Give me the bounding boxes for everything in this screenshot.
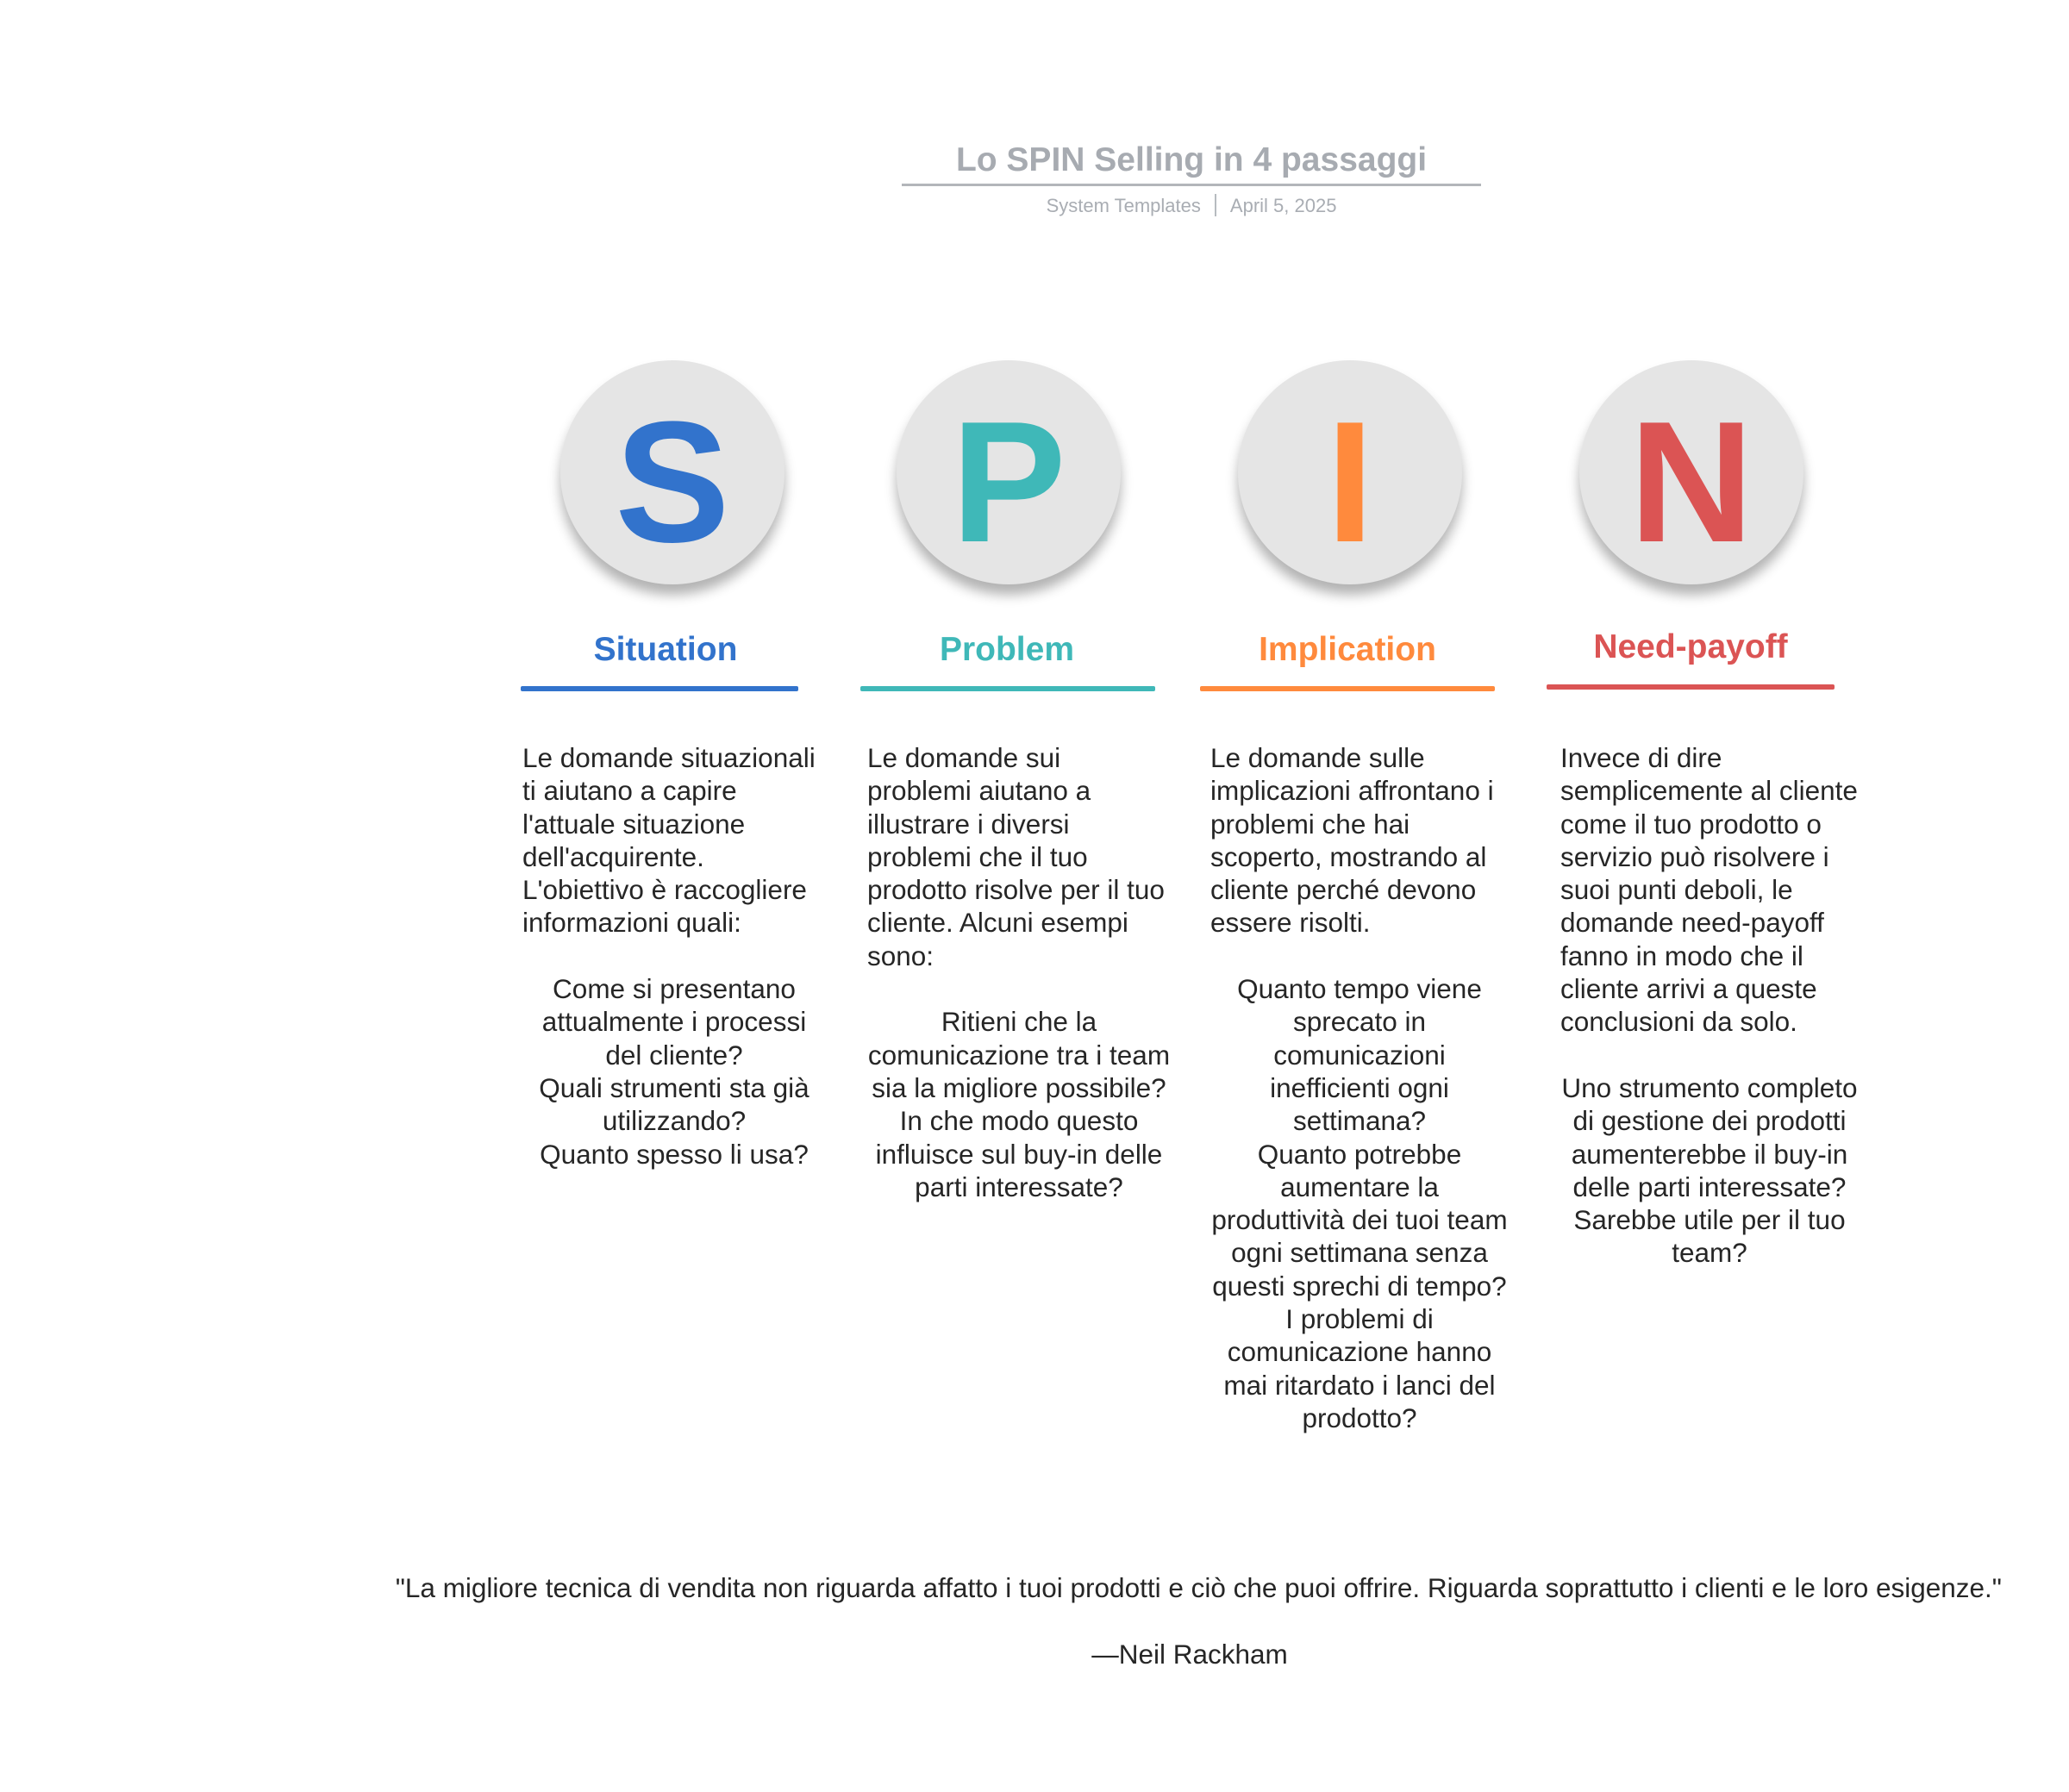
step-text-situation [522,741,826,1171]
step-underline-implication [1200,686,1495,691]
step-text-need-payoff [1560,741,1859,1270]
step-underline-need-payoff [1547,684,1835,690]
step-title-implication: Implication [1259,631,1436,668]
step-underline-problem [860,686,1155,691]
step-letter-n: N [1628,386,1754,578]
step-title-problem: Problem [939,631,1075,668]
date-label: April 5, 2025 [1229,195,1337,216]
page-title: Lo SPIN Selling in 4 passaggi [955,141,1428,178]
title-underline [902,184,1481,186]
question-item: Come si presentano attualmente i processi del cliente? [541,973,807,1071]
step-description: Invece di dire semplicemente al cliente come il tuo prodotto o servizio può risolvere i suoi punti deboli, le domande need-payoff fanno in modo che il cliente arrivi a queste conclusioni da solo. [1560,742,1858,1038]
step-circle-i [1238,360,1462,584]
question-item: Quanto potrebbe aumentare la produttività dei tuoi team ogni settimana senza questi sprechi di tempo? [1211,1138,1508,1302]
question-item: Ritieni che la comunicazione tra i team sia la migliore possibile? [867,1006,1171,1103]
meta-separator [1215,194,1216,216]
step-text-implication [1210,741,1509,1434]
step-circle-s [560,360,784,584]
quote-text: "La migliore tecnica di vendita non riguarda affatto i tuoi prodotti e ciò che puoi offrire. Riguarda soprattutto i clienti e le loro esigenze." [395,1572,2002,1603]
step-description: Le domande sulle implicazioni affrontano i problemi che hai scoperto, mostrando al cliente perché devono essere risolti. [1210,742,1494,939]
question-item: Sarebbe utile per il tuo team? [1573,1204,1846,1269]
question-item: Uno strumento completo di gestione dei prodotti aumenterebbe il buy-in delle parti interessate? [1561,1071,1858,1202]
step-text-problem [867,741,1171,1203]
question-item: Quanto tempo viene sprecato in comunicazioni inefficienti ogni settimana? [1237,973,1482,1137]
page-meta [902,193,1481,219]
quote-author: —Neil Rackham [1091,1639,1288,1670]
step-description: Le domande situazionali ti aiutano a capire l'attuale situazione dell'acquirente. L'obiettivo è raccogliere informazioni quali: [522,742,816,939]
step-letter-i: I [1326,386,1374,578]
question-item: Quali strumenti sta già utilizzando? [539,1071,809,1137]
step-letter-p: P [951,386,1066,578]
question-item: In che modo questo influisce sul buy-in delle parti interessate? [875,1105,1163,1202]
author-label: System Templates [1046,195,1201,216]
step-underline-situation [521,686,798,691]
step-circle-n [1579,360,1803,584]
step-title-need-payoff: Need-payoff [1593,628,1788,665]
step-circle-p [897,360,1121,584]
step-letter-s: S [615,386,730,578]
step-description: Le domande sui problemi aiutano a illustrare i diversi problemi che il tuo prodotto risolve per il tuo cliente. Alcuni esempi sono: [867,742,1165,971]
question-item: I problemi di comunicazione hanno mai ritardato i lanci del prodotto? [1223,1303,1496,1433]
step-title-situation: Situation [593,631,738,668]
question-item: Quanto spesso li usa? [540,1138,809,1170]
